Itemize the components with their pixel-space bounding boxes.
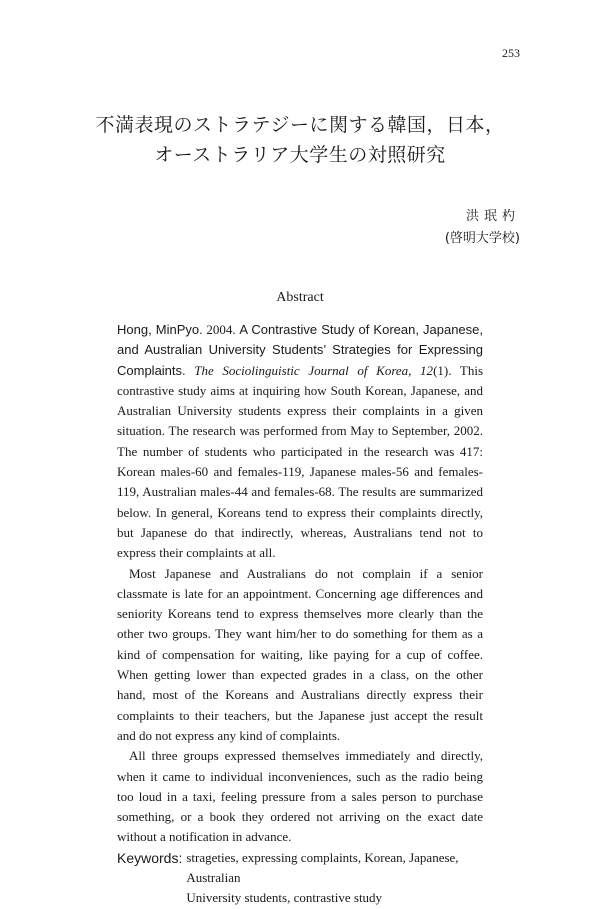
paper-title	[0, 110, 600, 170]
page-number: 253	[502, 46, 520, 60]
abstract-heading: Abstract	[276, 290, 324, 305]
keywords-line-2: University students, contrastive study	[186, 890, 383, 906]
citation-year: 2004.	[202, 322, 240, 337]
title-line-1: 不満表現のストラテジーに関する韓国，日本，	[95, 114, 505, 136]
abstract-paragraph-3: All three groups expressed themselves immediately and directly, when it came to individual inconveniences, such as the radio being too loud in a taxi, feeling pressure from a sales person to purchase something, or a book they ordered not arriving on the exact date without a notification in advance.	[117, 748, 483, 845]
abstract-paragraph-1	[117, 320, 483, 564]
citation-issue: (1).	[433, 362, 452, 378]
citation-title: A Contrastive Study of Korean, Japanese, and Australian University Students’ Strategies for Expressing Complaints.	[117, 322, 484, 378]
author-name: 洪珉杓	[465, 209, 520, 224]
citation-journal: The Sociolinguistic Journal of Korea, 12	[194, 362, 434, 378]
title-line-2: オーストラリア大学生の対照研究	[154, 144, 446, 166]
citation-author: Hong, MinPyo.	[117, 322, 203, 337]
abstract-paragraph-1-text: This contrastive study aims at inquiring how South Korean, Japanese, and Australian University students express their complaints in a given situation. The research was performed from May to September, 2002. The number of students who participated in the research was 417: Korean males-60 and females-119, Japanese males-56 and females-119, Australian males-44 and females-68. The results are summarized below. In general, Koreans tend to express their complaints directly, but Japanese do that indirectly, whereas, Australians tend not to express their complaints at all.	[117, 362, 483, 561]
author-block	[445, 206, 520, 250]
keywords-label: Keywords:	[117, 849, 183, 866]
keywords-line-1: strageties, expressing complaints, Korean, Japanese, Australian	[186, 849, 459, 886]
author-affiliation: (啓明大学校)	[444, 231, 520, 246]
abstract-paragraph-2: Most Japanese and Australians do not complain if a senior classmate is late for an appointment. Concerning age differences and seniority Koreans tend to express themselves more clearly than the other two groups. They want him/her to do something for them as a kind of compensation for waiting, like paying for a cup of coffee. When getting lower than expected grades in a class, on the other hand, most of the Koreans and Australians directly express their complaints to their teachers, but the Japanese just accept the result and do not express any kind of complaints.	[117, 565, 483, 743]
abstract-body	[117, 320, 483, 909]
keywords-block	[117, 848, 483, 909]
keywords-list	[186, 848, 483, 909]
